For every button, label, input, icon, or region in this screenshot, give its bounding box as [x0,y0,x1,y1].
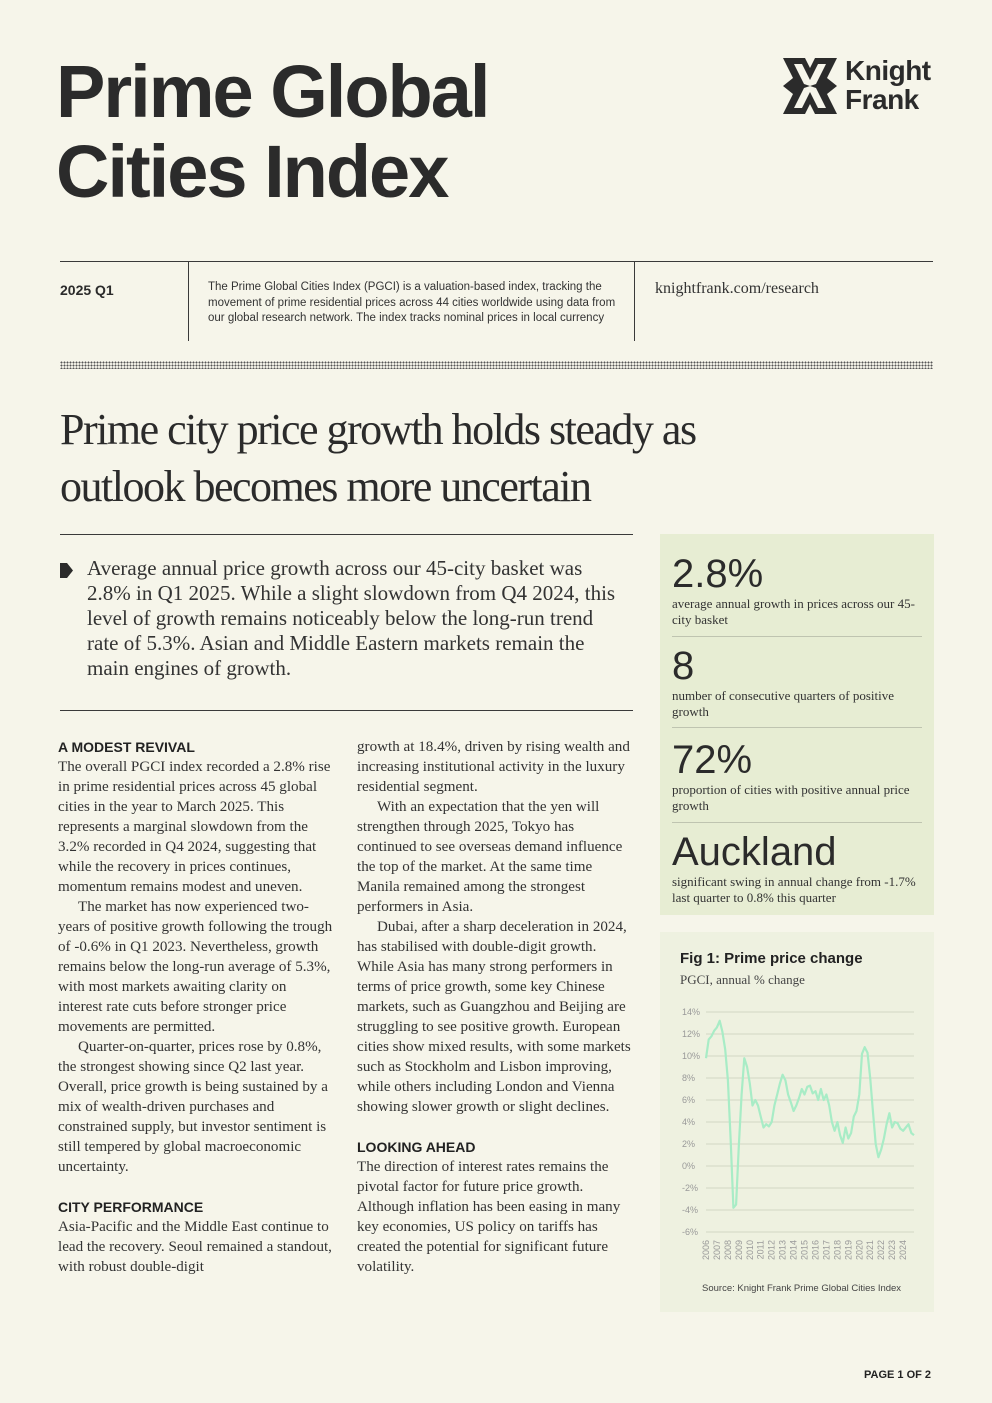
series-line-pgci [706,1021,914,1208]
x-tick-label: 2019 [843,1240,854,1261]
y-tick-label: 14% [682,1007,701,1017]
x-tick-label: 2023 [887,1240,898,1261]
logo-mark-icon [783,58,837,114]
x-tick-label: 2018 [832,1240,843,1261]
logo-word-knight: Knight [845,55,931,86]
x-tick-label: 2009 [733,1240,744,1261]
figure-panel [660,932,934,1312]
x-tick-label: 2012 [766,1240,777,1261]
body-paragraph: The market has now experienced two-years of positive growth following the trough of -0.6% in Q1 2023. Nevertheless, growth remains below the long-run average of 5.3%, with most markets awaiting clarity on interest rate cuts before stronger price movements are permitted. [58,899,333,1035]
y-tick-label: 12% [682,1029,701,1039]
y-tick-label: 4% [682,1117,696,1127]
x-tick-label: 2022 [876,1240,887,1261]
body-paragraph: growth at 18.4%, driven by rising wealth and increasing institutional activity in the luxury residential segment. [357,739,630,795]
page-indicator: PAGE 1 OF 2 [864,1369,932,1381]
x-tick-label: 2014 [788,1240,799,1261]
x-tick-label: 2016 [810,1240,821,1261]
x-tick-label: 2008 [722,1240,733,1261]
body-paragraph: The direction of interest rates remains the pivotal factor for future price growth. Although inflation has been easing in many key economies, US policy on tariffs has created the potential for significant future volatility. [357,1159,621,1275]
stat-annual-growth [672,552,922,627]
knight-frank-logo[interactable] [783,56,943,120]
body-paragraph: The overall PGCI index recorded a 2.8% rise in prime residential prices across 45 global cities in the year to March 2025. This represents a marginal slowdown from the 3.2% recorded in Q4 2024, suggesting that while the recovery in prices continues, momentum remains modest and uneven. [58,759,331,895]
index-description: The Prime Global Cities Index (PGCI) is a valuation-based index, tracking the movement of prime residential prices across 44 cities worldwide using data from our global research network. The index tracks nominal prices in local currency [208,281,616,324]
stat-value: 8 [672,644,695,688]
x-tick-label: 2015 [799,1240,810,1261]
body-paragraph: Quarter-on-quarter, prices rose by 0.8%, the strongest showing since Q2 last year. Overall, price growth is being sustained by a mix of wealth-driven purchases and constrained supply, but investor sentiment is still tempered by global macroeconomic uncertainty. [58,1039,328,1175]
price-change-chart [660,992,934,1282]
y-tick-label: 2% [682,1139,696,1149]
body-paragraph: Asia-Pacific and the Middle East continue to lead the recovery. Seoul remained a standout, with robust double-digit [58,1219,332,1275]
figure-subtitle: PGCI, annual % change [680,972,805,987]
stat-positive-cities [672,738,922,813]
header-divider-2 [634,262,635,341]
research-link[interactable]: knightfrank.com/research [655,280,819,297]
stat-description: number of consecutive quarters of positive growth [672,688,895,719]
section-heading-city-performance: CITY PERFORMANCE [58,1199,204,1215]
x-tick-label: 2010 [744,1240,755,1261]
headline-line-1: Prime city price growth holds steady as [60,405,696,454]
stat-auckland [672,830,922,905]
y-tick-label: 0% [682,1161,696,1171]
headline [60,401,880,515]
headline-line-2: outlook becomes more uncertain [60,462,591,511]
stat-consecutive-quarters [672,644,922,719]
y-tick-label: 8% [682,1073,696,1083]
stat-description: significant swing in annual change from -1.7% last quarter to 0.8% this quarter [672,874,916,905]
report-quarter: 2025 Q1 [60,282,114,298]
figure-title: Fig 1: Prime price change [680,950,863,967]
x-tick-label: 2011 [755,1240,766,1260]
stat-value: Auckland [672,830,837,874]
x-tick-label: 2024 [898,1240,909,1261]
y-tick-label: -2% [682,1183,699,1193]
key-stats-panel [660,534,934,915]
y-tick-label: -6% [682,1227,699,1237]
body-paragraph: Dubai, after a sharp deceleration in 2024, has stabilised with double-digit growth. While Asia has many strong performers in terms of price growth, some key Chinese markets, such as Guangzhou and Beijing are struggling to see positive growth. European cities show mixed results, with some markets such as Stockholm and Lisbon improving, while others including London and Vienna showing slower growth or slight declines. [357,919,631,1115]
stat-divider [672,822,922,823]
x-tick-label: 2017 [821,1240,832,1261]
title-line-1: Prime Global [56,50,489,133]
body-column-2 [357,737,632,1277]
lead-paragraph: Average annual price growth across our 45-city basket was 2.8% in Q1 2025. While a slight slowdown from Q4 2024, this level of growth remains noticeably below the long-run trend rate of 5.3%. Asian and Middle Eastern markets remain the main engines of growth. [87,556,616,680]
figure-source: Source: Knight Frank Prime Global Cities Index [702,1283,902,1294]
stat-description: proportion of cities with positive annual price growth [672,782,910,813]
stat-value: 72% [672,738,753,782]
y-tick-label: 6% [682,1095,696,1105]
x-tick-label: 2013 [777,1240,788,1261]
x-tick-label: 2020 [854,1240,865,1261]
lead-bottom-rule [60,710,633,711]
x-tick-label: 2021 [865,1240,876,1261]
stat-divider [672,636,922,637]
header-rule [60,261,933,262]
stat-description: average annual growth in prices across our 45-city basket [672,596,915,627]
lead-top-rule [60,534,633,535]
y-tick-label: 10% [682,1051,701,1061]
body-column-1 [58,737,333,1277]
section-heading-modest-revival: A MODEST REVIVAL [58,739,195,755]
logo-word-frank: Frank [845,84,919,115]
bullet-arrow-icon [60,563,73,578]
logo-wordmark [845,56,931,114]
title-line-2: Cities Index [56,130,448,213]
x-tick-label: 2007 [711,1240,722,1261]
dotted-divider [60,361,933,369]
y-tick-label: -4% [682,1205,699,1215]
stat-divider [672,727,922,728]
report-title [56,52,736,212]
section-heading-looking-ahead: LOOKING AHEAD [357,1139,476,1155]
body-paragraph: With an expectation that the yen will strengthen through 2025, Tokyo has continued to see overseas demand influence the top of the market. At the same time Manila remained among the strongest performers in Asia. [357,799,623,915]
header-divider-1 [188,262,189,341]
x-tick-label: 2006 [701,1240,711,1261]
stat-value: 2.8% [672,552,764,596]
